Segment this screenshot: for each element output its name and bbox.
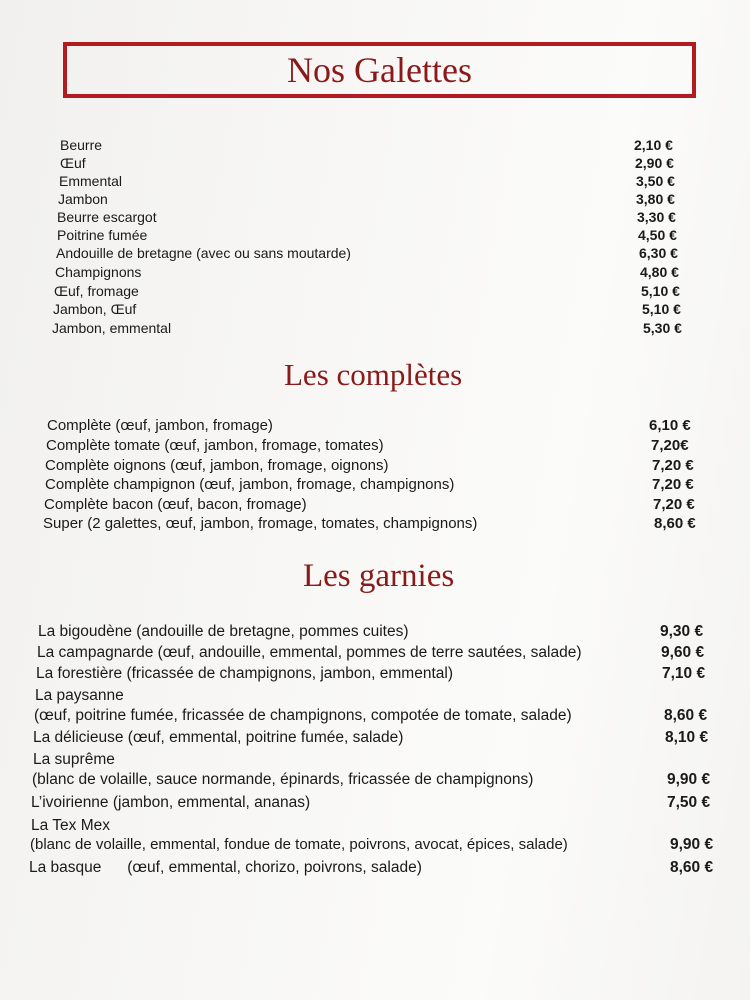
- item-price: 9,30 €: [660, 623, 704, 640]
- item-name: Jambon, Œuf: [53, 301, 137, 317]
- item-price: 6,30 €: [639, 245, 678, 261]
- page-title: Nos Galettes: [287, 50, 472, 90]
- item-price: 8,60 €: [654, 515, 696, 532]
- item-price: 7,50 €: [667, 794, 711, 811]
- item-name: La basque (œuf, emmental, chorizo, poivrons, salade): [29, 859, 422, 876]
- item-name: Beurre escargot: [57, 209, 157, 225]
- item-name: L’ivoirienne (jambon, emmental, ananas): [31, 794, 311, 811]
- item-price: 9,90 €: [670, 836, 714, 853]
- item-name: La suprême: [33, 751, 115, 768]
- item-description: (œuf, poitrine fumée, fricassée de champignons, compotée de tomate, salade): [34, 707, 572, 724]
- item-name: La Tex Mex: [31, 817, 110, 834]
- item-name: Andouille de bretagne (avec ou sans moutarde): [56, 245, 351, 261]
- item-name: La délicieuse (œuf, emmental, poitrine fumée, salade): [33, 729, 404, 746]
- title-box: [63, 42, 696, 98]
- item-name: Jambon: [58, 191, 108, 207]
- item-price: 5,10 €: [641, 283, 680, 299]
- item-name: La bigoudène (andouille de bretagne, pommes cuites): [38, 623, 409, 640]
- item-price: 7,10 €: [662, 665, 706, 682]
- item-price: 2,90 €: [635, 155, 674, 171]
- item-name: Emmental: [59, 173, 123, 189]
- item-name: La forestière (fricassée de champignons, jambon, emmental): [36, 665, 453, 682]
- item-price: 7,20 €: [652, 457, 694, 474]
- item-price: 9,60 €: [661, 644, 705, 661]
- item-price: 5,30 €: [643, 320, 682, 336]
- section-heading-completes: Les complètes: [284, 357, 463, 392]
- section-heading-garnies: Les garnies: [303, 558, 455, 594]
- item-price: 8,60 €: [664, 707, 708, 724]
- item-price: 4,80 €: [640, 264, 679, 280]
- item-price: 4,50 €: [638, 227, 677, 243]
- item-name: Beurre: [60, 137, 103, 153]
- item-name: Complète tomate (œuf, jambon, fromage, tomates): [46, 437, 384, 454]
- item-name: La paysanne: [35, 687, 124, 704]
- item-price: 3,50 €: [636, 173, 675, 189]
- item-price: 8,10 €: [665, 729, 709, 746]
- item-name: Complète bacon (œuf, bacon, fromage): [44, 496, 307, 513]
- item-price: 6,10 €: [649, 417, 691, 434]
- item-name: Œuf: [60, 155, 86, 171]
- item-name: Œuf, fromage: [54, 283, 139, 299]
- item-price: 5,10 €: [642, 301, 681, 317]
- item-price: 3,80 €: [636, 191, 675, 207]
- item-description: (blanc de volaille, sauce normande, épinards, fricassée de champignons): [32, 771, 534, 788]
- item-description: (blanc de volaille, emmental, fondue de tomate, poivrons, avocat, épices, salade): [30, 836, 568, 853]
- item-name: Jambon, emmental: [52, 320, 172, 336]
- item-name: La campagnarde (œuf, andouille, emmental, pommes de terre sautées, salade): [37, 644, 582, 661]
- item-price: 7,20 €: [652, 476, 694, 493]
- item-name: Complète oignons (œuf, jambon, fromage, oignons): [45, 457, 389, 474]
- item-name: Poitrine fumée: [57, 227, 148, 243]
- item-price: 7,20€: [651, 437, 689, 454]
- item-name: Champignons: [55, 264, 142, 280]
- item-price: 7,20 €: [653, 496, 695, 513]
- item-name: Complète (œuf, jambon, fromage): [47, 417, 273, 434]
- item-price: 8,60 €: [670, 859, 714, 876]
- item-price: 9,90 €: [667, 771, 711, 788]
- item-price: 2,10 €: [634, 137, 673, 153]
- item-name: Complète champignon (œuf, jambon, fromage, champignons): [45, 476, 455, 493]
- item-name: Super (2 galettes, œuf, jambon, fromage, tomates, champignons): [43, 515, 478, 532]
- item-price: 3,30 €: [637, 209, 676, 225]
